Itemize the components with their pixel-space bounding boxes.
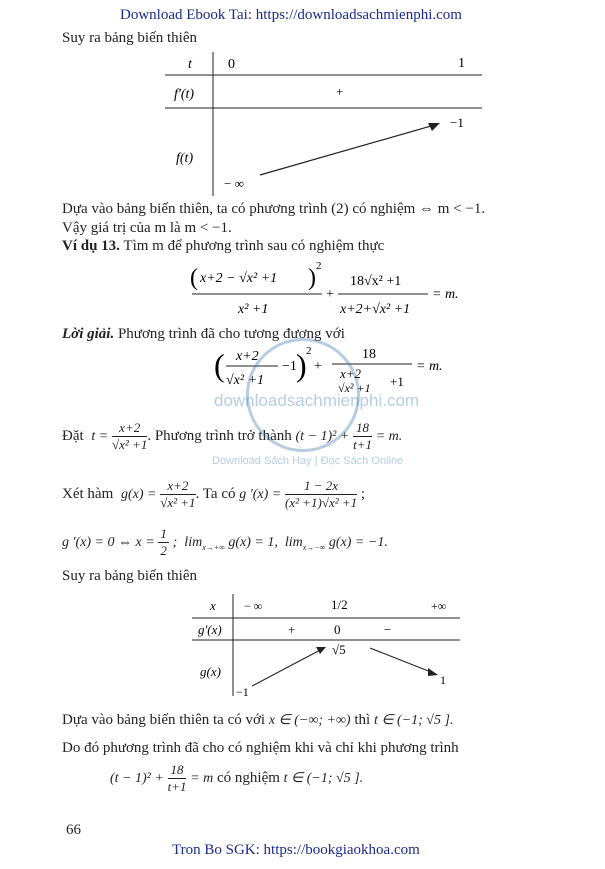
svg-text:): ): [308, 265, 316, 291]
watermark-subtext: Download Sách Hay | Đọc Sách Online: [212, 455, 404, 467]
table2-sign-right: −: [384, 622, 392, 637]
svg-text:2: 2: [316, 260, 322, 272]
derivative-zero-line: g '(x) = 0 ⇔ x = $\frac{1}{2}$ ; $\lim_{x\to+\infty} g(x) = 1$, $\lim_{x\to-\infty} g(x) = -1$.: [62, 526, 388, 558]
example-label: Ví dụ 13.: [62, 238, 120, 254]
table1-y-end: −1: [450, 115, 464, 130]
table2-var: x: [210, 598, 216, 613]
table2-arrow-down-head: [428, 668, 438, 676]
table2-arrow-down: [370, 648, 436, 674]
svg-text:x+2 − √x² +1: x+2 − √x² +1: [200, 271, 278, 286]
svg-text:18: 18: [362, 347, 376, 362]
paragraph-dua-vao-1: Dựa vào bảng biến thiên, ta có phương trình (2) có nghiệm ⇔ m < −1.: [62, 201, 486, 217]
svg-text:18√x² +1: 18√x² +1: [350, 274, 402, 289]
table2-x-mid: 1/2: [331, 597, 348, 612]
svg-text:√x² +1: √x² +1: [338, 381, 371, 395]
table2-x-end: +∞: [431, 599, 447, 613]
table2-x-start: − ∞: [244, 599, 263, 613]
dat-label: Đặt: [62, 427, 84, 444]
table2-sign-left: +: [288, 622, 296, 637]
page-number: 66: [66, 822, 81, 838]
table2-deriv: g'(x): [198, 622, 222, 637]
solution-text: Phương trình đã cho tương đương với: [117, 326, 345, 342]
svg-text:(: (: [214, 347, 225, 383]
svg-text:+1: +1: [390, 374, 404, 389]
svg-text:2: 2: [306, 345, 312, 357]
table2-zero: 0: [334, 622, 341, 637]
svg-text:x+2: x+2: [236, 349, 259, 364]
xet-ham-label: Xét hàm: [62, 485, 114, 502]
tro-thanh-text: . Phương trình trở thành: [147, 427, 292, 444]
table1-var: t: [188, 57, 192, 72]
table1-x-end: 1: [458, 56, 465, 71]
header-download-link[interactable]: Download Ebook Tai: https://downloadsachmienphi.com: [120, 7, 462, 23]
svg-text:= m.: = m.: [416, 359, 443, 374]
table2-func: g(x): [200, 664, 221, 679]
ta-co-text: . Ta có: [195, 485, 236, 502]
table2-arrow-up-head: [316, 647, 326, 654]
table2-y-left: −1: [236, 685, 249, 699]
paragraph-suy-ra-2: Suy ra bảng biến thiên: [62, 568, 197, 584]
table2-y-right: 1: [440, 673, 446, 687]
svg-text:x² +1: x² +1: [238, 302, 269, 317]
table1-arrow-up: [260, 124, 438, 175]
paragraph-do-do: Do đó phương trình đã cho có nghiệm khi và chỉ khi phương trình: [62, 740, 459, 756]
svg-text:x+2+√x² +1: x+2+√x² +1: [340, 302, 411, 317]
function-line: Xét hàm g(x) = $\frac{x+2}{\text{√x² +1}}$ . Ta có g '(x) = $\frac{1 - 2x}{\text{(x² +1)√x² +1}}$ ;: [62, 478, 366, 510]
equation-example-13: [188, 255, 468, 321]
svg-text:= m.: = m.: [432, 287, 459, 302]
svg-text:): ): [296, 347, 307, 383]
paragraph-suy-ra-1: Suy ra bảng biến thiên: [62, 30, 197, 46]
table1-x-start: 0: [228, 57, 235, 72]
table1-deriv: f'(t): [174, 87, 195, 102]
svg-text:+: +: [314, 359, 322, 374]
watermark-text: downloadsachmienphi.com: [214, 391, 420, 410]
table2-y-max: √5: [332, 642, 346, 657]
svg-text:+: +: [326, 287, 334, 302]
final-equation-line: (t − 1)² + $\frac{18}{t+1}$ = m có nghiệm t ∈ (−1; √5 ].: [110, 762, 364, 794]
svg-text:−1: −1: [282, 359, 297, 374]
table1-y-start: − ∞: [224, 176, 244, 191]
paragraph-vay: Vậy giá trị của m là m < −1.: [62, 220, 232, 236]
svg-text:√x² +1: √x² +1: [226, 373, 265, 388]
svg-text:x+2: x+2: [340, 366, 362, 381]
variation-table-2: [188, 592, 468, 700]
example-text: Tìm m để phương trình sau có nghiệm thực: [123, 238, 385, 254]
svg-text:(: (: [190, 265, 198, 291]
table2-arrow-up: [252, 648, 324, 686]
solution-label: Lời giải.: [62, 326, 115, 342]
footer-link[interactable]: Tron Bo SGK: https://bookgiaokhoa.com: [172, 842, 420, 858]
table1-sign: +: [336, 84, 344, 99]
paragraph-dua-vao-2: Dựa vào bảng biến thiên ta có với x ∈ (−∞; +∞) thì t ∈ (−1; √5 ].: [62, 712, 454, 728]
table1-func: f(t): [176, 151, 194, 166]
example-13-line: [62, 238, 384, 255]
table1-arrow-head: [428, 123, 440, 131]
variation-table-1: [160, 50, 490, 200]
substitution-line: Đặt t = $\frac{x+2}{\text{√x² +1}}$ . Phương trình trở thành (t − 1)² + $\frac{18}{t+1}$ = m.: [62, 420, 403, 452]
